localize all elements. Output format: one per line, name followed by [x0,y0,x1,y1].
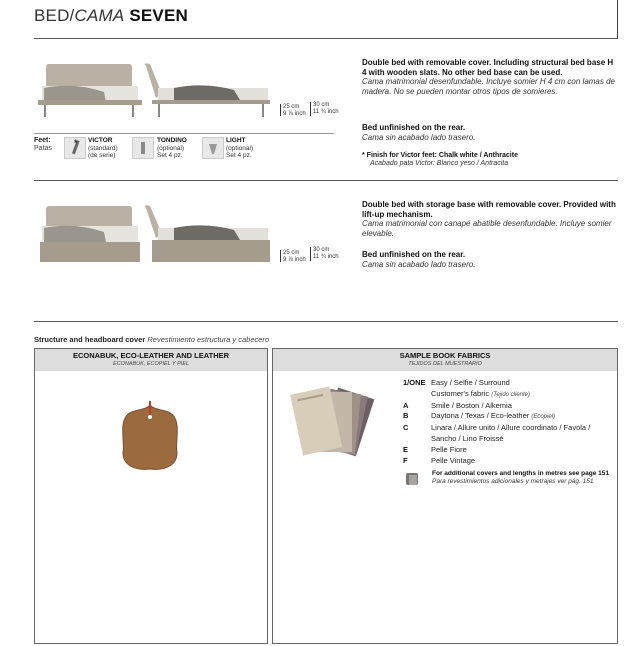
feet-divider [34,133,334,134]
light-foot-image [202,137,224,159]
fabric-page-note [432,470,622,486]
foot-victor: VICTOR (standard) (de serie) [88,137,118,160]
finish-note-es: Acabado pata Victor: Blanco yeso / Antracita [370,160,509,167]
bed-1-unfinished-es: Cama sin acabado lado trasero. [362,132,476,142]
foot-light: LIGHT (optional) Set 4 pz. [226,137,254,160]
bed-divider [34,180,618,181]
bed-2-title-es: Cama matrimonial con canapé abatible desenfundable. Incluye somier elevable. [362,219,612,238]
bed-2-unfinished [362,250,617,269]
product-name: SEVEN [129,6,188,25]
fabric-panel-title: SAMPLE BOOK FABRICS [399,351,491,360]
leather-swatch-image [115,401,185,476]
bed-1-unfinished [362,123,617,142]
finish-note-text: Finish for Victor feet: Chalk white / Anthracite [366,152,518,159]
title-underline [34,38,618,39]
bed-1-illustrations [34,58,274,120]
feet-label: Feet: Patas [34,137,52,152]
structure-divider [34,321,618,322]
fabric-category-list [403,378,618,466]
leather-panel-header [35,349,267,371]
list-item: Sancho / Lino Froissé [431,433,504,443]
bed-2-unfinished-es: Cama sin acabado lado trasero. [362,259,476,269]
bed-1-title: Double bed with removable cover. Including structural bed base H 4 with wooden slats. No other bed base can be used. [362,58,614,77]
tondino-foot-image [132,137,154,159]
bed-1-dim-a: 25 cm 9 ⅞ inch [280,104,306,118]
bed-1-unfinished-text: Bed unfinished on the rear. [362,123,466,132]
bed-2-illustrations [34,200,274,266]
bed-2-front-view [40,206,140,262]
list-item: F Pelle Vintage [403,455,476,465]
foot-tondino: TONDINO (optional) Set 4 pz. [157,137,187,160]
victor-star: * [74,138,78,148]
list-item: B Daytona / Texas / Eco-leather (Ecopiel) [403,411,556,421]
bed-2-dim-a: 25 cm 9 ⅞ inch [280,250,306,264]
fabric-sample-book-image [288,380,384,468]
fabric-panel-header [273,349,617,371]
bed-1-front-view [38,64,142,117]
list-item: C Linara / Allure unito / Allure coordinato / Favola / [403,423,591,433]
bed-1-finish-note: * Finish for Victor feet: Chalk white / Anthracite Acabado pata Victor: Blanco yeso / Antracita [362,152,518,167]
leather-panel-subtitle: ECONABUK, ECOPIEL Y PIEL [112,361,190,367]
fabric-note-en: For additional covers and lengths in metres see page 151 [432,470,610,477]
leather-panel [34,348,268,644]
fabric-panel-subtitle: TEJIDOS DEL MUESTRARIO [408,361,482,367]
list-item: Customer's fabric (Tejido cliente) [431,388,531,398]
list-item: A Smile / Boston / Alkemia [403,400,512,410]
bed-1-side-view [145,63,270,117]
bed-1-description [362,58,617,96]
bed-1-dim-b: 30 cm 11 ¾ inch [310,102,339,116]
list-item: 1/ONE Easy / Selfie / Surround [403,378,510,387]
title-prefix: BED/ [34,6,75,25]
bed-2-dim-b: 30 cm 11 ¾ inch [310,247,339,261]
bed-2-title: Double bed with storage base with removable cover. Provided with lift-up mechanism. [362,200,616,219]
bed-2-side-view [145,205,270,262]
bed-2-description [362,200,617,238]
list-item: E Pelle Fiore [403,444,467,454]
fabric-note-es: Para revestimientos adicionales y metrajes ver pág. 151 [432,478,594,485]
structure-title: Structure and headboard cover Revestimiento estructura y cabecero [34,335,270,344]
fabric-swatch-icon [404,471,420,487]
title-prefix-italic: CAMA [74,6,125,25]
leather-panel-title: ECONABUK, ECO-LEATHER AND LEATHER [72,351,230,360]
bed-2-unfinished-text: Bed unfinished on the rear. [362,250,466,259]
bed-1-title-es: Cama matrimonial desenfundable. Incluye somier H 4 cm con lamas de madera. No se pueden montar otros tipos de somieres. [362,77,616,96]
page-title [34,6,188,26]
title-divider [617,0,618,38]
